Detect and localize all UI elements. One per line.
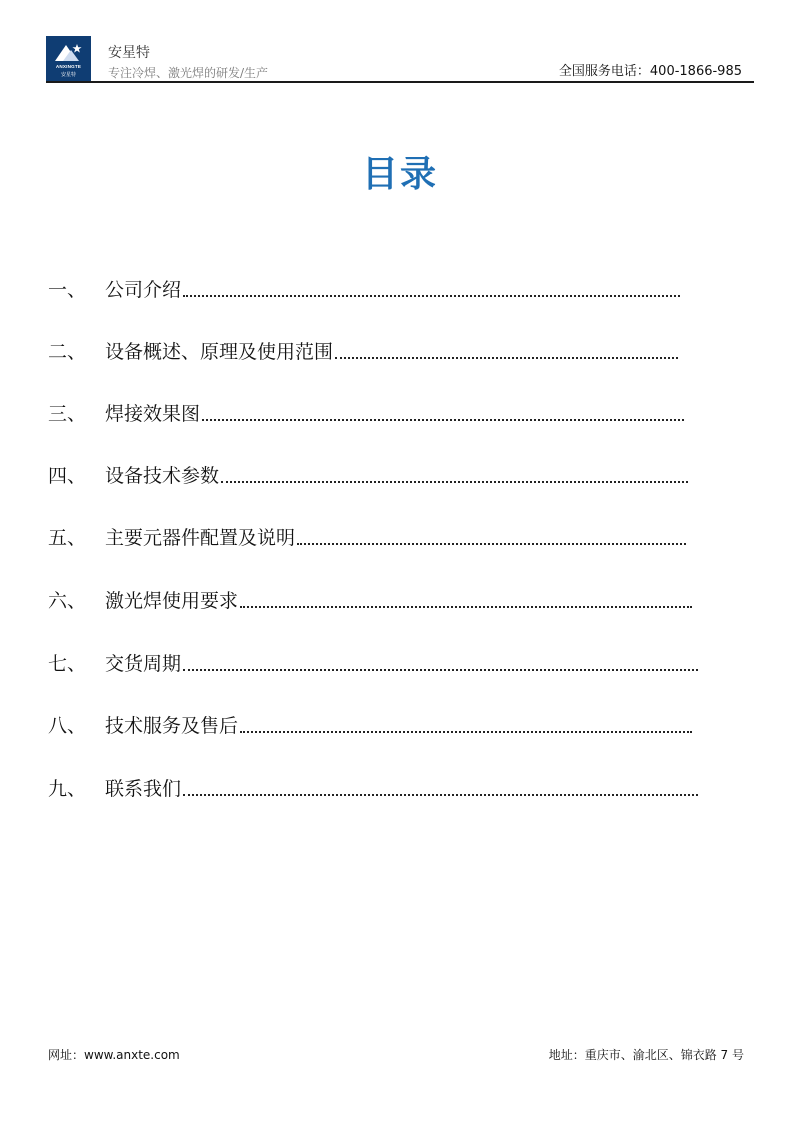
logo-english-text: ANXINGTE [55, 64, 82, 69]
toc-entry[interactable] [48, 518, 686, 550]
toc-dot-leader [202, 418, 684, 421]
toc-number: 八、 [48, 715, 87, 737]
toc-entry[interactable] [48, 644, 698, 676]
star-mountain-logo-icon [46, 36, 91, 66]
toc-number: 七、 [48, 653, 87, 675]
toc-label: 焊接效果图 [105, 403, 201, 425]
toc-number: 九、 [48, 778, 87, 800]
company-slogan: 专注冷焊、激光焊的研发/生产 [108, 66, 269, 80]
logo-chinese-text: 安星特 [60, 72, 76, 78]
toc-label: 设备概述、原理及使用范围 [105, 341, 334, 363]
toc-label: 主要元器件配置及说明 [105, 527, 296, 549]
toc-number: 五、 [48, 527, 87, 549]
toc-entry[interactable] [48, 394, 684, 426]
toc-label: 联系我们 [105, 778, 182, 800]
toc-entry[interactable] [48, 456, 688, 488]
header-divider [46, 81, 754, 83]
toc-label: 激光焊使用要求 [105, 590, 239, 612]
toc-label: 技术服务及售后 [105, 715, 239, 737]
toc-dot-leader [183, 294, 680, 297]
toc-dot-leader [183, 668, 698, 671]
toc-entry[interactable] [48, 769, 698, 801]
toc-number: 三、 [48, 403, 87, 425]
toc-entry[interactable] [48, 581, 692, 613]
toc-number: 一、 [48, 279, 87, 301]
footer-website: 网址：www.anxte.com [48, 1048, 180, 1062]
page-title: 目录 [361, 154, 438, 195]
company-name: 安星特 [108, 45, 150, 61]
toc-number: 四、 [48, 465, 87, 487]
toc-dot-leader [183, 793, 698, 796]
service-hotline: 全国服务电话：400-1866-985 [558, 64, 742, 79]
toc-label: 设备技术参数 [105, 465, 220, 487]
toc-entry[interactable] [48, 332, 678, 364]
toc-dot-leader [221, 480, 688, 483]
toc-dot-leader [240, 605, 692, 608]
toc-entry[interactable] [48, 706, 692, 738]
footer-address: 地址：重庆市、渝北区、锦衣路 7 号 [548, 1048, 744, 1062]
toc-dot-leader [297, 542, 686, 545]
toc-dot-leader [240, 730, 692, 733]
toc-number: 六、 [48, 590, 87, 612]
toc-number: 二、 [48, 341, 87, 363]
company-logo [46, 36, 91, 81]
toc-label: 公司介绍 [105, 279, 182, 301]
toc-label: 交货周期 [105, 653, 182, 675]
toc-dot-leader [335, 356, 678, 359]
page-header [0, 0, 800, 90]
toc-entry[interactable] [48, 270, 680, 302]
